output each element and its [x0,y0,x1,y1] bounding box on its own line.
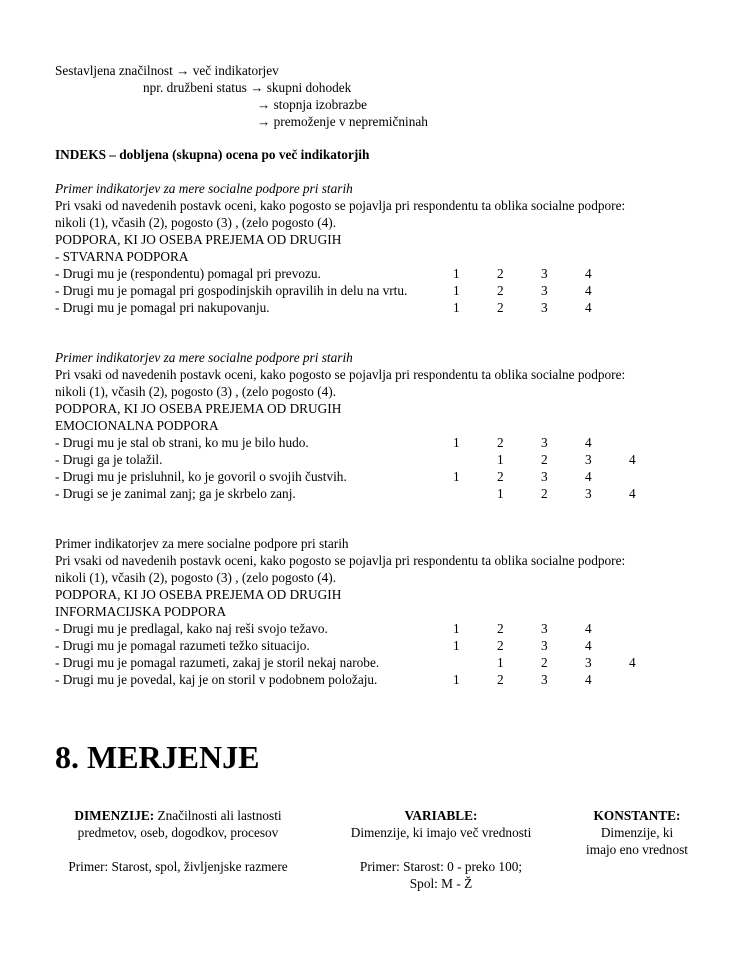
dimenzije-text: Značilnosti ali lastnosti [154,808,282,823]
scale-value: 2 [541,655,548,670]
konstante-text: Dimenzije, ki [600,825,674,840]
scale-value: 1 [497,452,504,467]
scale-value: 2 [497,283,504,298]
item-text: - Drugi mu je pomagal razumeti, zakaj je storil nekaj narobe. [55,655,380,670]
scale-value: 3 [541,638,548,653]
scale-value: 2 [497,672,504,687]
intro-line: npr. družbeni status → skupni dohodek [143,80,352,95]
scale-value: 4 [585,621,592,636]
scale-value: 1 [453,672,460,687]
scale-value: 1 [497,655,504,670]
scale-value: 3 [541,469,548,484]
dimenzije-line [74,807,281,824]
block-subheading: INFORMACIJSKA PODPORA [55,604,227,619]
scale-value: 4 [585,469,592,484]
variable-label: VARIABLE: [404,808,478,823]
item-text: - Drugi mu je pomagal pri gospodinjskih opravilih in delu na vrtu. [55,283,408,298]
intro-line: → premoženje v nepremičninah [257,114,428,129]
scale-value: 3 [585,486,592,501]
block-heading: PODPORA, KI JO OSEBA PREJEMA OD DRUGIH [55,587,342,602]
scale-value: 4 [585,638,592,653]
scale-value: 1 [453,638,460,653]
dimenzije-label: DIMENZIJE: [74,808,155,823]
scale-value: 3 [541,283,548,298]
block-heading: PODPORA, KI JO OSEBA PREJEMA OD DRUGIH [55,401,342,416]
block-instruction: Pri vsaki od navedenih postavk oceni, kako pogosto se pojavlja pri respondentu ta oblika socialne podpore: [55,367,626,382]
section-heading: 8. MERJENJE [55,739,260,775]
scale-value: 1 [497,486,504,501]
intro-line: → stopnja izobrazbe [257,97,368,112]
dimenzije-example: Primer: Starost, spol, življenjske razmere [68,859,288,874]
block-scale: nikoli (1), včasih (2), pogosto (3) , (zelo pogosto (4). [55,384,337,399]
block-title: Primer indikatorjev za mere socialne podpore pri starih [55,350,353,365]
dimenzije-text: predmetov, oseb, dogodkov, procesov [77,825,279,840]
item-text: - Drugi mu je stal ob strani, ko mu je bilo hudo. [55,435,309,450]
item-text: - Drugi se je zanimal zanj; ga je skrbelo zanj. [55,486,296,501]
scale-value: 1 [453,266,460,281]
block-scale: nikoli (1), včasih (2), pogosto (3) , (zelo pogosto (4). [55,215,337,230]
scale-value: 2 [497,435,504,450]
scale-value: 1 [453,621,460,636]
intro-line: Sestavljena značilnost → več indikatorjev [55,63,279,78]
variable-example: Spol: M - Ž [409,876,473,891]
scale-value: 2 [497,300,504,315]
scale-value: 3 [541,300,548,315]
block-title: Primer indikatorjev za mere socialne podpore pri starih [55,536,349,551]
item-text: - Drugi mu je pomagal razumeti težko situacijo. [55,638,310,653]
scale-value: 4 [629,486,636,501]
scale-value: 4 [585,266,592,281]
scale-value: 1 [453,300,460,315]
index-heading: INDEKS – dobljena (skupna) ocena po več indikatorjih [55,147,370,162]
item-text: - Drugi mu je prisluhnil, ko je govoril o svojih čustvih. [55,469,347,484]
scale-value: 2 [497,621,504,636]
scale-value: 4 [629,655,636,670]
konstante-label: KONSTANTE: [593,808,681,823]
scale-value: 4 [585,283,592,298]
scale-value: 2 [497,638,504,653]
scale-value: 4 [629,452,636,467]
block-scale: nikoli (1), včasih (2), pogosto (3) , (zelo pogosto (4). [55,570,337,585]
scale-value: 3 [541,672,548,687]
block-subheading: - STVARNA PODPORA [55,249,189,264]
variable-text: Dimenzije, ki imajo več vrednosti [350,825,532,840]
item-text: - Drugi mu je predlagal, kako naj reši svojo težavo. [55,621,328,636]
variable-example: Primer: Starost: 0 - preko 100; [359,859,523,874]
block-subheading: EMOCIONALNA PODPORA [55,418,219,433]
scale-value: 1 [453,435,460,450]
scale-value: 3 [585,655,592,670]
scale-value: 4 [585,300,592,315]
scale-value: 2 [497,266,504,281]
scale-value: 4 [585,672,592,687]
block-instruction: Pri vsaki od navedenih postavk oceni, kako pogosto se pojavlja pri respondentu ta oblika socialne podpore: [55,198,626,213]
scale-value: 1 [453,283,460,298]
scale-value: 2 [541,452,548,467]
scale-value: 2 [497,469,504,484]
scale-value: 3 [541,266,548,281]
block-heading: PODPORA, KI JO OSEBA PREJEMA OD DRUGIH [55,232,342,247]
item-text: - Drugi ga je tolažil. [55,452,163,467]
block-title: Primer indikatorjev za mere socialne podpore pri starih [55,181,353,196]
item-text: - Drugi mu je (respondentu) pomagal pri prevozu. [55,266,321,281]
scale-value: 3 [541,435,548,450]
scale-value: 1 [453,469,460,484]
scale-value: 2 [541,486,548,501]
scale-value: 3 [541,621,548,636]
block-instruction: Pri vsaki od navedenih postavk oceni, kako pogosto se pojavlja pri respondentu ta oblika socialne podpore: [55,553,626,568]
scale-value: 4 [585,435,592,450]
konstante-text: imajo eno vrednost [586,842,688,857]
scale-value: 3 [585,452,592,467]
item-text: - Drugi mu je povedal, kaj je on storil v podobnem položaju. [55,672,378,687]
item-text: - Drugi mu je pomagal pri nakupovanju. [55,300,270,315]
